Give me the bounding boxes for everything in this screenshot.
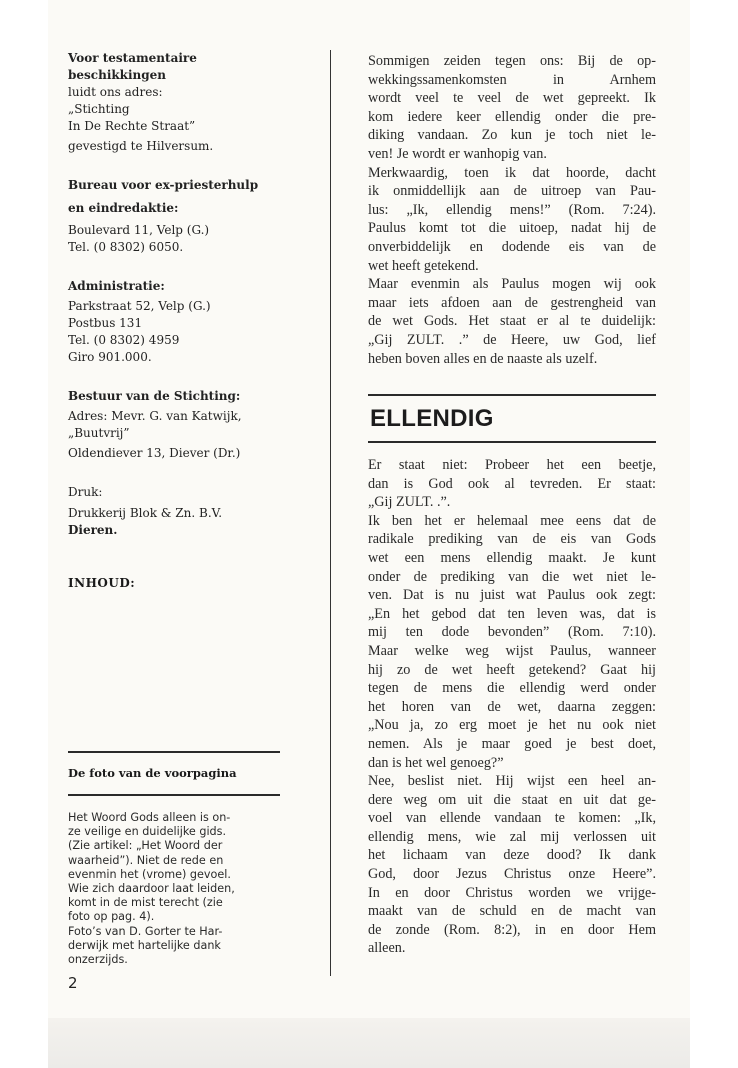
article-line: dere weg om uit die staat en uit dat ge-: [368, 791, 656, 808]
article-line: voel van ellende vandaan te komen: „Ik,: [368, 810, 656, 827]
article-line: de zonde (Rom. 8:2), in en door Hem: [368, 921, 656, 938]
bestuur-heading: Bestuur van de Stichting:: [68, 389, 241, 403]
article-line: „Gij ZULT. .”.: [368, 494, 451, 511]
article-line: ik onmiddellijk aan de uitroep van Pau-: [368, 183, 656, 200]
article-line: God, door Jezus Christus onze Heere”.: [368, 866, 656, 883]
article-line: radikale prediking van de eis van Gods: [368, 531, 656, 548]
photo-caption-heading: De foto van de voorpagina: [68, 766, 237, 780]
inhoud-heading: INHOUD:: [68, 576, 136, 590]
caption-line: waarheid”). Niet de rede en: [68, 853, 224, 867]
article-line: Sommigen zeiden tegen ons: Bij de op-: [368, 53, 656, 69]
article-line: de wet Gods. Het staat er al te duidelijk:: [368, 313, 656, 330]
bureau-block: [68, 177, 283, 256]
article-line: wordt veel te veel de wet gepreekt. Ik: [368, 90, 656, 107]
article-line: wet een mens ellendig maakt. Je kunt: [368, 549, 656, 566]
bestuur-block: [68, 388, 283, 462]
article-line: ven. Dat is nu juist wat Paulus ook zegt:: [368, 587, 656, 604]
bestuur-line: „Buutvrij”: [68, 426, 130, 440]
article-line: wet heeft getekend.: [368, 257, 479, 274]
testament-heading-1: Voor testamentaire: [68, 51, 197, 65]
article-line: tegen de mens die ellendig werd onder: [368, 680, 656, 697]
article-line: alleen.: [368, 940, 406, 957]
heading-top-rule: [368, 394, 656, 396]
administratie-line: Postbus 131: [68, 316, 143, 330]
bestuur-line: Oldendiever 13, Diever (Dr.): [68, 446, 241, 460]
bureau-line: Boulevard 11, Velp (G.): [68, 223, 210, 237]
article-line: Ik ben het er helemaal mee eens dat de: [368, 512, 656, 529]
article-line: onder de prediking van die wet niet le-: [368, 568, 656, 585]
druk-line: Drukkerij Blok & Zn. B.V.: [68, 506, 223, 520]
caption-line: Foto’s van D. Gorter te Har-: [68, 924, 223, 938]
article-line: lus: „Ik, ellendig mens!” (Rom. 7:24).: [368, 201, 656, 218]
photo-top-rule: [68, 751, 280, 753]
caption-line: onzerzijds.: [68, 953, 128, 967]
photo-bottom-rule: [68, 794, 280, 796]
caption-line: foto op pag. 4).: [68, 910, 155, 924]
article-line: ven! Je wordt er wanhopig van.: [368, 145, 547, 162]
article-line: nemen. Als je maar goed je best doet,: [368, 735, 656, 752]
druk-label: Druk:: [68, 485, 103, 499]
caption-line: ze veilige en duidelijke gids.: [68, 825, 227, 839]
article-line: hij zo de wet heeft getekend? Gaat hij: [368, 661, 656, 678]
colophon-column: [68, 50, 283, 556]
article-line: Maar evenmin als Paulus mogen wij ook: [368, 276, 656, 293]
article-line: dan is het wel genoeg?”: [368, 754, 504, 771]
testament-heading-2: beschikkingen: [68, 68, 167, 82]
column-divider: [330, 50, 331, 976]
testament-line: gevestigd te Hilversum.: [68, 139, 214, 153]
article-line: Paulus komt tot die uitoep, nadat hij de: [368, 220, 656, 237]
section-heading: ELLENDIG: [370, 405, 494, 432]
article-line: maakt van de schuld en de macht van: [368, 903, 656, 920]
bestuur-line: Adres: Mevr. G. van Katwijk,: [68, 409, 242, 423]
article-line: wekkingssamenkomsten in Arnhem: [368, 71, 656, 88]
administratie-line: Tel. (0 8302) 4959: [68, 333, 180, 347]
druk-block: [68, 484, 283, 539]
article-line: Nee, beslist niet. Hij wijst een heel an-: [368, 773, 656, 790]
administratie-line: Giro 901.000.: [68, 350, 152, 364]
testament-line: „Stichting: [68, 102, 130, 116]
article-line: In en door Christus worden we vrijge-: [368, 884, 656, 901]
caption-line: Wie zich daardoor laat leiden,: [68, 882, 235, 896]
article-line: dan is God ook al tevreden. Er staat:: [368, 475, 656, 492]
article-line: „En het gebod dat ten leven was, dat is: [368, 605, 656, 622]
article-line: kom iedere keer ellendig onder die pre-: [368, 108, 656, 125]
caption-line: derwijk met hartelijke dank: [68, 938, 221, 952]
testament-line: In De Rechte Straat”: [68, 119, 196, 133]
article-line: heben boven alles en de naaste als uzelf.: [368, 350, 598, 367]
article-line: diking vandaan. Zo kun je toch niet le-: [368, 127, 656, 144]
bureau-heading-2: en eindredaktie:: [68, 201, 179, 215]
bureau-heading-1: Bureau voor ex-priesterhulp: [68, 178, 259, 192]
photo-caption: [68, 811, 282, 967]
article-line: onverbiddelijk en dodende eis van de: [368, 238, 656, 255]
caption-line: (Zie artikel: „Het Woord der: [68, 839, 223, 853]
testament-line: luidt ons adres:: [68, 85, 163, 99]
bureau-line: Tel. (0 8302) 6050.: [68, 240, 184, 254]
caption-line: komt in de mist terecht (zie: [68, 896, 223, 910]
article-line: het horen van de wet, daarna zeggen:: [368, 698, 656, 715]
article-line: „Gij ZULT. .” de Heere, uw God, lief: [368, 331, 656, 348]
caption-line: Het Woord Gods alleen is on-: [68, 811, 231, 824]
article-line: ellendig mens, wie zal mij verlossen uit: [368, 828, 656, 845]
article-intro: [368, 52, 656, 368]
article-line: maar iets afdoen aan de gestrengheid van: [368, 294, 656, 311]
article-line: Merkwaardig, toen ik dat hoorde, dacht: [368, 164, 656, 181]
article-body: [368, 456, 656, 958]
article-line: „Nou ja, zo erg moet je het nu ook niet: [368, 717, 656, 734]
article-line: Maar welke weg wijst Paulus, wanneer: [368, 642, 656, 659]
druk-line-bold: Dieren.: [68, 523, 118, 537]
administratie-heading: Administratie:: [68, 279, 165, 293]
page-number: 2: [68, 974, 78, 992]
bottom-shadow: [48, 1018, 690, 1068]
testament-block: [68, 50, 283, 155]
article-line: Er staat niet: Probeer het een beetje,: [368, 457, 656, 473]
article-line: mij ten dode bevonden” (Rom. 7:10).: [368, 624, 656, 641]
caption-line: evenmin het (vrome) gevoel.: [68, 867, 231, 881]
article-line: het lichaam van deze dood? Ik dank: [368, 847, 656, 864]
administratie-line: Parkstraat 52, Velp (G.): [68, 299, 211, 313]
administratie-block: [68, 278, 283, 366]
heading-bottom-rule: [368, 441, 656, 443]
